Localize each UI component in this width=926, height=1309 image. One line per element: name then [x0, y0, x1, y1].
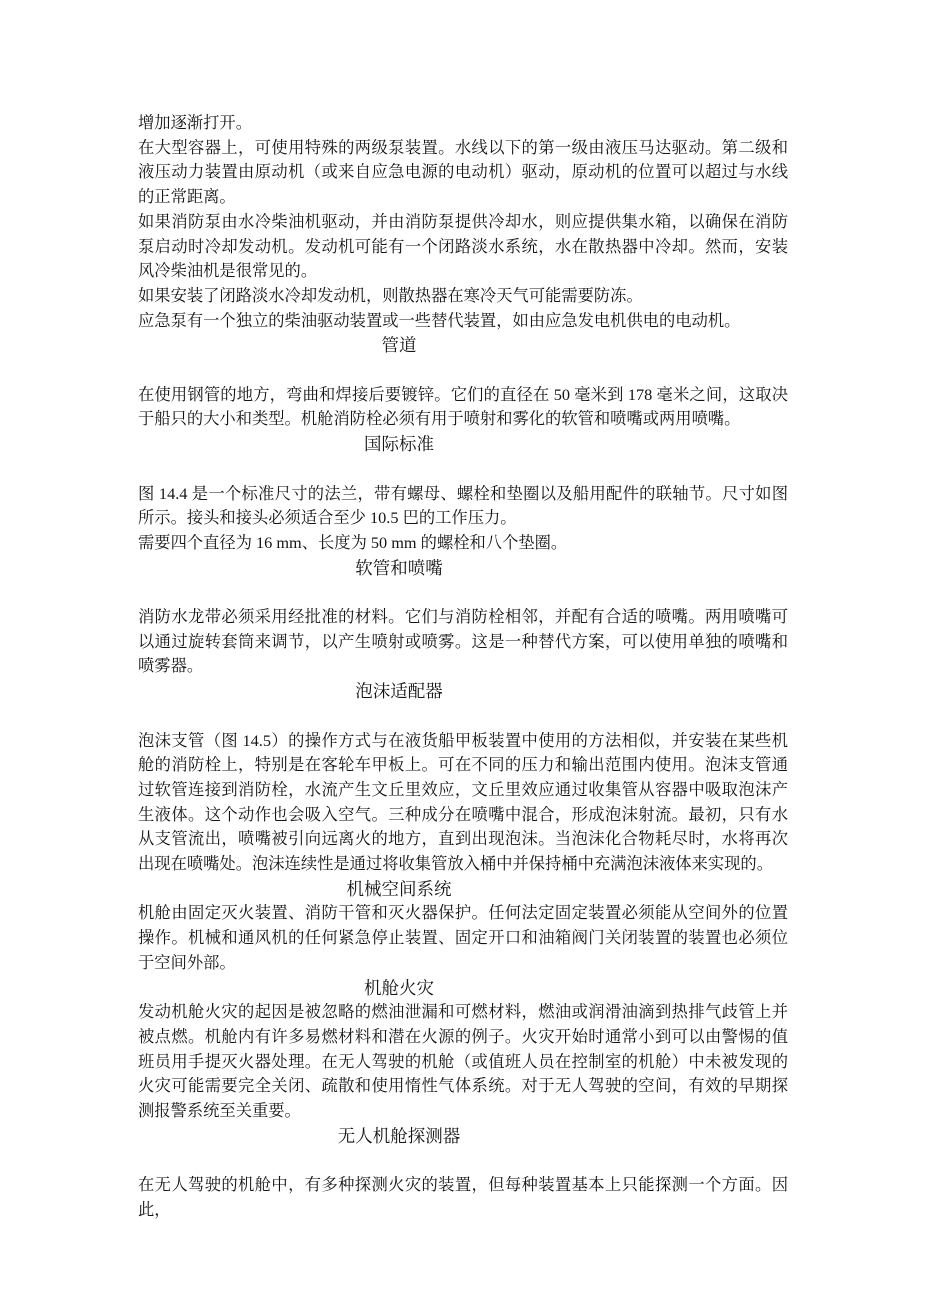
paragraph-unmanned-detectors: 在无人驾驶的机舱中，有多种探测火灾的装置，但每种装置基本上只能探测一个方面。因此， — [138, 1175, 788, 1219]
paragraph-emergency-pump: 应急泵有一个独立的柴油驱动装置或一些替代装置，如由应急发电机供电的电动机。 — [138, 310, 741, 330]
paragraph-bolts-washers: 需要四个直径为 16 mm、长度为 50 mm 的螺栓和八个垫圈。 — [138, 532, 568, 552]
paragraph-fire-pump-cooling: 如果消防泵由水冷柴油机驱动，并由消防泵提供冷却水，则应提供集水箱，以确保在消防泵启动时冷却发动机。发动机可能有一个闭路淡水系统，水在散热器中冷却。然而，安装风冷柴油机是很常见的。 — [138, 211, 788, 281]
blank-line — [138, 704, 788, 729]
paragraph-piping: 在使用钢管的地方，弯曲和焊接后要镀锌。它们的直径在 50 毫米到 178 毫米之间，这取决于船只的大小和类型。机舱消防栓必须有用于喷射和雾化的软管和喷嘴或两用喷嘴。 — [138, 384, 788, 429]
blank-line — [138, 358, 788, 383]
section-heading-piping: 管道 — [381, 335, 417, 356]
paragraph-engine-room-fire: 发动机舱火灾的起因是被忽略的燃油泄漏和可燃材料，燃油或润滑油滴到热排气歧管上并被点燃。机舱内有许多易燃材料和潜在火源的例子。火灾开始时通常小到可以由警惕的值班员用手提灭火器处理。在无人驾驶的机舱（或值班人员在控制室的机舱）中未被发现的火灾可能需要完全关闭、疏散和使用惰性气体系统。对于无人驾驶的空间，有效的早期探测报警系统至关重要。 — [138, 1002, 788, 1121]
section-heading-machinery-space-systems: 机械空间系统 — [346, 878, 452, 899]
paragraph-closed-circuit-cooling: 如果安装了闭路淡水冷却发动机，则散热器在寒冷天气可能需要防冻。 — [138, 285, 643, 305]
section-heading-foam-adapter: 泡沫适配器 — [355, 681, 443, 702]
paragraph-two-stage-pump: 在大型容器上，可使用特殊的两级泵装置。水线以下的第一级由液压马达驱动。第二级和液压动力装置由原动机（或来自应急电源的电动机）驱动，原动机的位置可以超过与水线的正常距离。 — [138, 137, 788, 207]
blank-line — [138, 457, 788, 482]
section-heading-hoses-and-nozzles: 软管和喷嘴 — [355, 557, 443, 578]
paragraph-foam-branch-pipe: 泡沫支管（图 14.5）的操作方式与在液货船甲板装置中使用的方法相似，并安装在某些机舱的消防栓上，特别是在客轮车甲板上。可在不同的压力和输出范围内使用。泡沫支管通过软管连接到消防栓，水流产生文丘里效应，文丘里效应通过收集管从容器中吸取泡沫产生液体。这个动作也会吸入空气。三种成分在喷嘴中混合，形成泡沫射流。最初，只有水从支管流出，喷嘴被引向远离火的地方，直到出现泡沫。当泡沫化合物耗尽时，水将再次出现在喷嘴处。泡沫连续性是通过将收集管放入桶中并保持桶中充满泡沫液体来实现的。 — [138, 730, 788, 874]
paragraph-valve-opening: 增加逐渐打开。 — [138, 113, 252, 132]
section-heading-engine-room-fire: 机舱火灾 — [364, 977, 434, 998]
paragraph-machinery-space-systems: 机舱由固定灭火装置、消防干管和灭火器保护。任何法定固定装置必须能从空间外的位置操作。机械和通风机的任何紧急停止装置、固定开口和油箱阀门关闭装置的装置也必须位于空间外部。 — [138, 903, 788, 972]
section-heading-unmanned-detectors: 无人机舱探测器 — [337, 1125, 461, 1146]
section-heading-international-standard: 国际标准 — [364, 434, 434, 455]
blank-line — [138, 580, 788, 605]
paragraph-hoses-and-nozzles: 消防水龙带必须采用经批准的材料。它们与消防栓相邻，并配有合适的喷嘴。两用喷嘴可以通过旋转套筒来调节，以产生喷射或喷雾。这是一种替代方案，可以使用单独的喷嘴和喷雾器。 — [138, 607, 788, 676]
paragraph-flange-standard: 图 14.4 是一个标准尺寸的法兰，带有螺母、螺栓和垫圈以及船用配件的联轴节。尺寸如图所示。接头和接头必须适合至少 10.5 巴的工作压力。 — [138, 483, 788, 528]
blank-line — [138, 1148, 788, 1173]
